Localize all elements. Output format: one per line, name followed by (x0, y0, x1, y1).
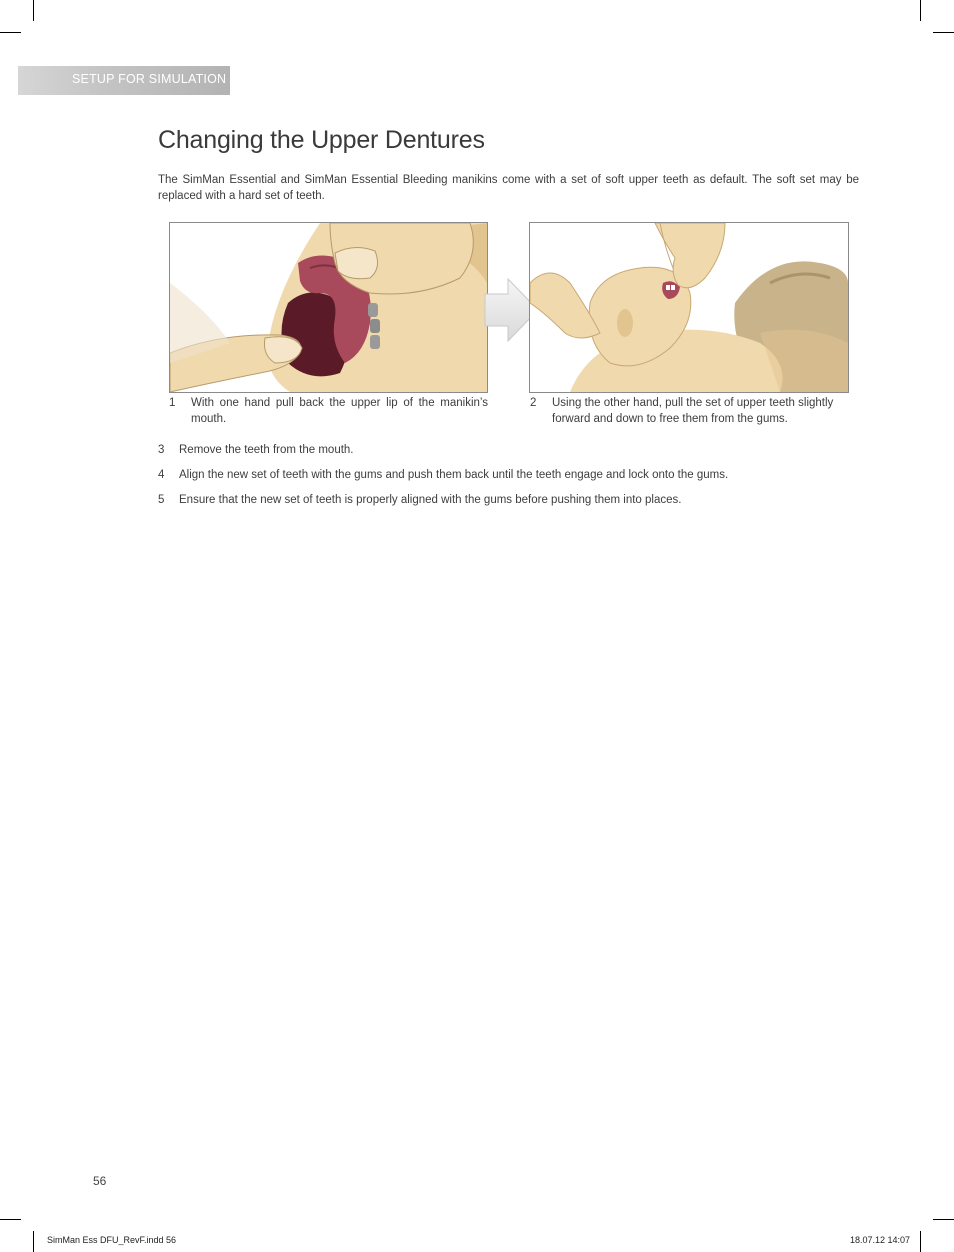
figure-pull-teeth (529, 222, 849, 393)
illustration-manikin-head (530, 223, 848, 392)
step-text: Align the new set of teeth with the gums and push them back until the teeth engage and lock onto the gums. (179, 469, 729, 481)
step-text: Remove the teeth from the mouth. (179, 444, 354, 456)
crop-mark (933, 32, 954, 33)
step-number: 4 (158, 469, 165, 481)
section-tab-label: SETUP FOR SIMULATION (72, 72, 227, 86)
print-slug-date: 18.07.12 14:07 (850, 1235, 911, 1245)
crop-mark (920, 0, 921, 21)
crop-mark (933, 1219, 954, 1220)
crop-mark (33, 0, 34, 21)
figure-pull-back-lip (169, 222, 488, 393)
step-number: 3 (158, 444, 165, 456)
crop-mark (920, 1231, 921, 1252)
illustration-hand-lip (170, 223, 487, 392)
caption-text: Using the other hand, pull the set of upper teeth slightly forward and down to free them from the gums. (552, 397, 834, 425)
step-number: 5 (158, 494, 165, 506)
page-title: Changing the Upper Dentures (158, 126, 485, 154)
crop-mark (33, 1231, 34, 1252)
intro-paragraph: The SimMan Essential and SimMan Essential Bleeding manikins come with a set of soft upper teeth as default. The soft set may be replaced with a hard set of teeth. (158, 174, 859, 202)
step-text: Ensure that the new set of teeth is properly aligned with the gums before pushing them into places. (179, 494, 682, 506)
crop-mark (0, 1219, 21, 1220)
page-number: 56 (93, 1174, 107, 1188)
caption-number: 2 (530, 397, 537, 409)
caption-number: 1 (169, 397, 176, 409)
crop-mark (0, 32, 21, 33)
caption-text: With one hand pull back the upper lip of the manikin’s mouth. (191, 397, 488, 425)
section-tab (18, 66, 230, 95)
print-slug-file: SimMan Ess DFU_RevF.indd 56 (47, 1235, 177, 1245)
